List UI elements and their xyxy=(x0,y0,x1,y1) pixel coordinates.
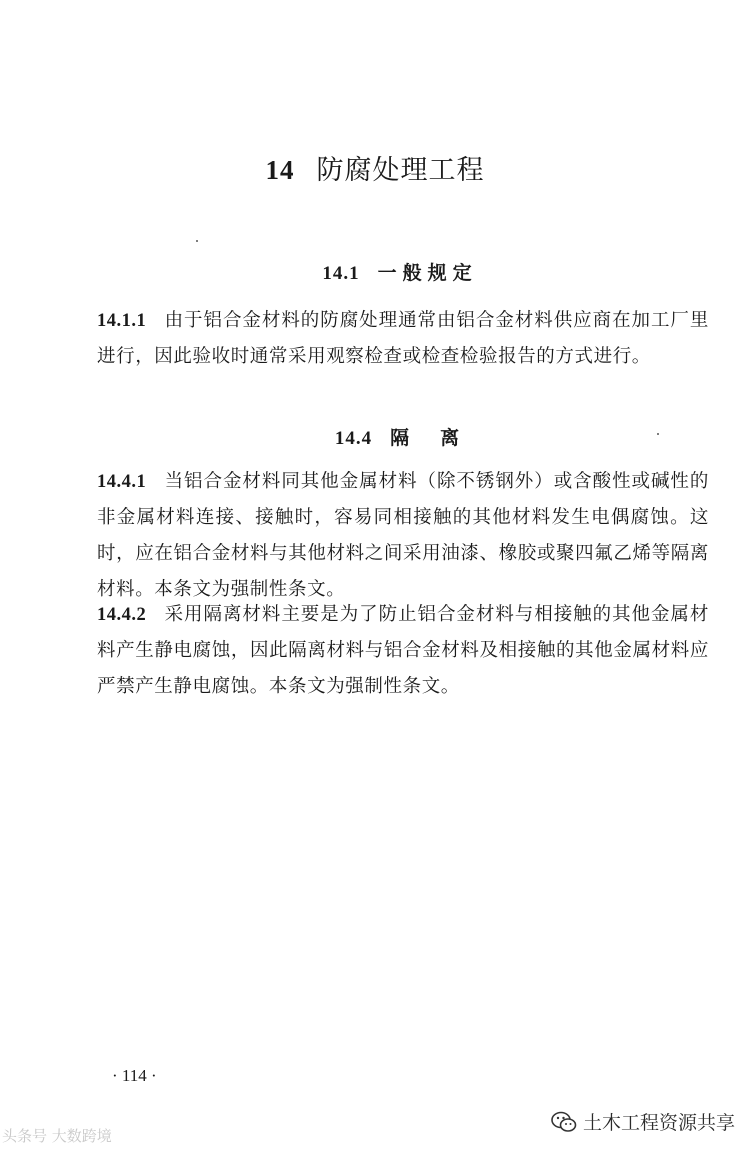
scan-speck xyxy=(196,240,198,242)
clause-text: 由于铝合金材料的防腐处理通常由铝合金材料供应商在加工厂里进行，因此验收时通常采用观察检查或检查检验报告的方式进行。 xyxy=(97,310,709,367)
section-heading-14-4 xyxy=(0,423,750,450)
clause-number: 14.4.2 xyxy=(97,605,147,625)
watermark-left: 头条号 大数跨境 xyxy=(2,1127,112,1145)
section-heading-14-1 xyxy=(0,258,750,285)
clause-14-4-1 xyxy=(97,464,709,608)
clause-14-1-1 xyxy=(97,303,709,375)
section-number: 14.1 xyxy=(322,263,360,284)
scan-speck xyxy=(657,433,659,435)
clause-text: 采用隔离材料主要是为了防止铝合金材料与相接触的其他金属材料产生静电腐蚀，因此隔离材料与铝合金材料及相接触的其他金属材料应严禁产生静电腐蚀。本条文为强制性条文。 xyxy=(97,604,709,697)
wechat-icon xyxy=(551,1111,577,1133)
chapter-title xyxy=(0,148,750,187)
section-title: 一般规定 xyxy=(377,262,478,284)
section-number: 14.4 xyxy=(334,428,373,449)
watermark-right-text: 土木工程资源共享 xyxy=(583,1112,736,1134)
clause-number: 14.1.1 xyxy=(97,311,147,331)
section-title: 隔 离 xyxy=(390,427,466,449)
watermark-right xyxy=(551,1108,735,1135)
chapter-number: 14 xyxy=(265,155,295,185)
page-number: · 114 · xyxy=(112,1066,157,1085)
clause-text: 当铝合金材料同其他金属材料（除不锈钢外）或含酸性或碱性的非金属材料连接、接触时，容易同相接触的其他材料发生电偶腐蚀。这时，应在铝合金材料与其他材料之间采用油漆、橡胶或聚四氟乙烯等隔离材料。本条文为强制性条文。 xyxy=(97,471,709,600)
chapter-title-text: 防腐处理工程 xyxy=(316,155,485,186)
clause-number: 14.4.1 xyxy=(97,472,147,492)
clause-14-4-2 xyxy=(97,597,709,705)
